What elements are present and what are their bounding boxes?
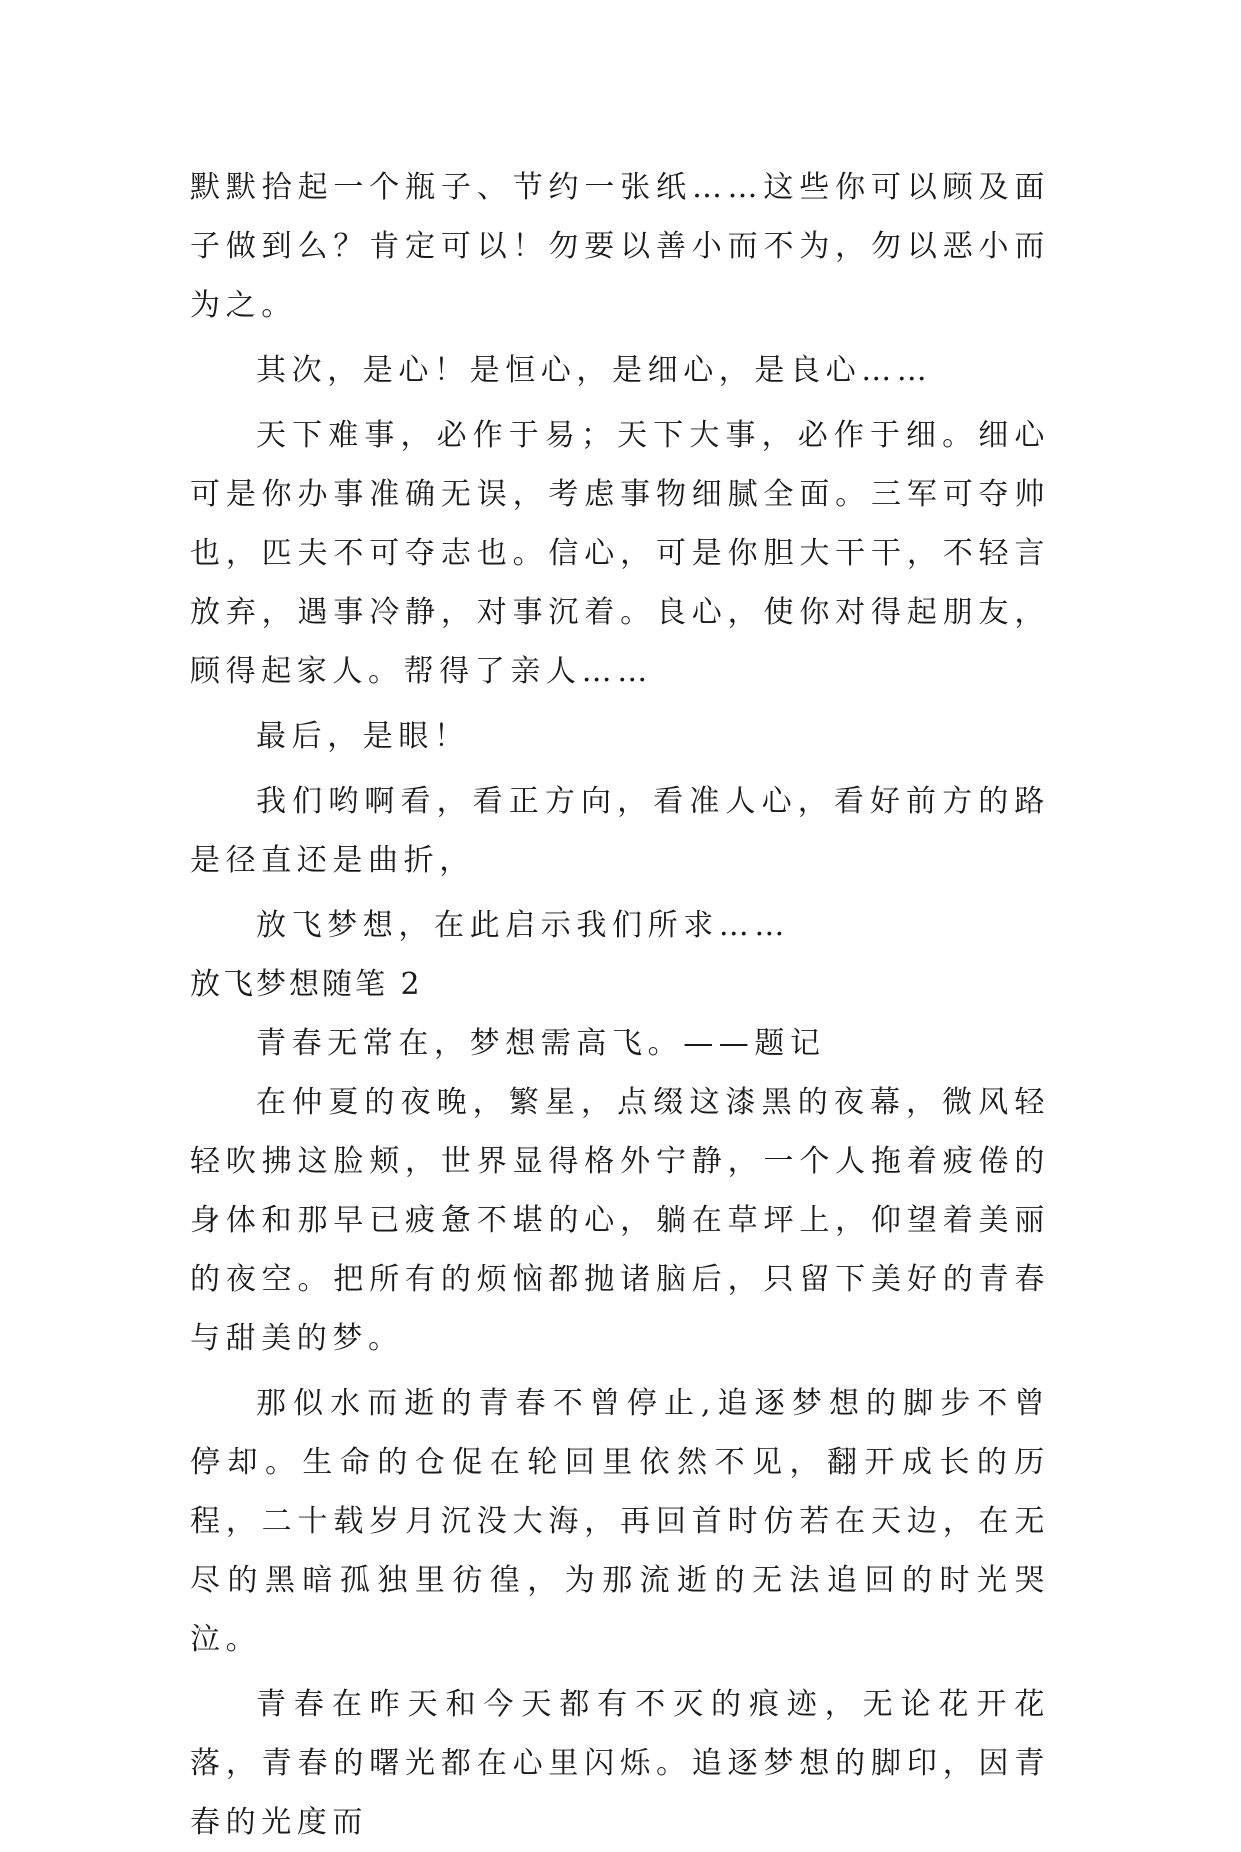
paragraph: 我们哟啊看，看正方向，看准人心，看好前方的路是径直还是曲折， (190, 784, 1050, 878)
paragraph: 天下难事，必作于易；天下大事，必作于细。细心可是你办事准确无误，考虑事物细腻全面。三军可夺帅也，匹夫不可夺志也。信心，可是你胆大干干，不轻言放弃，遇事冷静，对事沉着。良心，使你对得起朋友，顾得起家人。帮得了亲人…… (190, 418, 1050, 689)
paragraph: 在仲夏的夜晚，繁星，点缀这漆黑的夜幕，微风轻轻吹拂这脸颊，世界显得格外宁静，一个人拖着疲倦的身体和那早已疲惫不堪的心，躺在草坪上，仰望着美丽的夜空。把所有的烦恼都抛诸脑后，只留下美好的青春与甜美的梦。 (190, 1085, 1050, 1356)
paragraph: 其次，是心！是恒心，是细心，是良心…… (256, 353, 933, 388)
paragraph: 最后，是眼！ (256, 719, 470, 754)
paragraph: 那似水而逝的青春不曾停止,追逐梦想的脚步不曾停却。生命的仓促在轮回里依然不见，翻开成长的历程，二十载岁月沉没大海，再回首时仿若在天边，在无尽的黑暗孤独里彷徨，为那流逝的无法追回的时光哭泣。 (190, 1386, 1050, 1657)
section-title: 放飞梦想随笔 2 (190, 967, 423, 1002)
document-body (190, 158, 1050, 1852)
paragraph: 放飞梦想，在此启示我们所求…… (256, 908, 790, 943)
paragraph: 青春在昨天和今天都有不灭的痕迹，无论花开花落，青春的曙光都在心里闪烁。追逐梦想的脚印，因青春的光度而 (190, 1687, 1050, 1840)
epigraph: 青春无常在，梦想需高飞。——题记 (256, 1026, 826, 1061)
paragraph-continued: 默默拾起一个瓶子、节约一张纸……这些你可以顾及面子做到么？肯定可以！勿要以善小而不为，勿以恶小而为之。 (190, 170, 1050, 323)
